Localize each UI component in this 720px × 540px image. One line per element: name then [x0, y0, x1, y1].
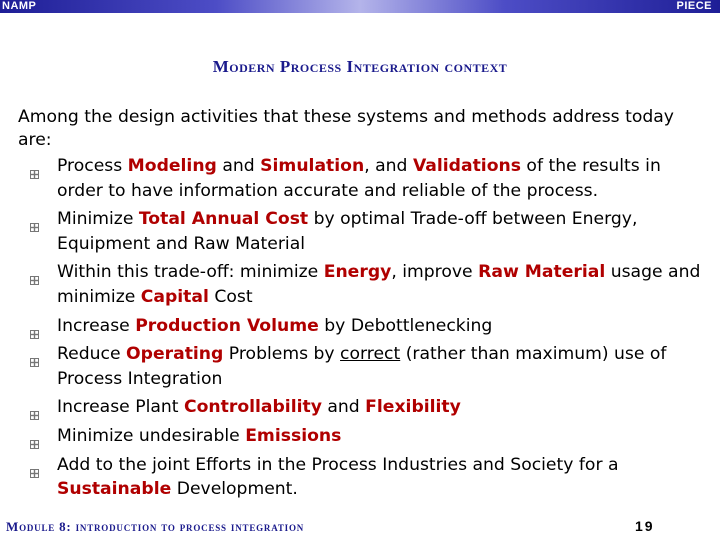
- bullet-text: Problems by: [223, 344, 341, 365]
- bullet-item: [30, 453, 710, 502]
- bullet-text: Reduce: [57, 344, 127, 365]
- footer-module-title: Module 8: introduction to process integration: [6, 519, 305, 534]
- bullet-text: of the results in order to have information accurate and reliable of the process.: [57, 156, 661, 201]
- bullet-text: , and: [364, 156, 413, 176]
- bullet-square-icon: [30, 215, 39, 224]
- highlighted-term: Simulation: [260, 156, 365, 176]
- header-brand-left: NAMP: [2, 0, 37, 12]
- header-brand-right: PIECE: [676, 0, 712, 12]
- bullet-text: Development.: [171, 479, 298, 500]
- highlighted-term: Emissions: [245, 426, 342, 447]
- slide-footer: [0, 514, 720, 540]
- bullet-text: Increase: [57, 315, 136, 336]
- highlighted-term: Modeling: [127, 156, 217, 176]
- highlighted-term: Raw Material: [478, 262, 606, 283]
- slide-title: Modern Process Integration context: [212, 57, 508, 76]
- header-bar: [0, 0, 720, 13]
- bullet-item: [30, 314, 710, 339]
- bullet-text: and: [321, 397, 366, 418]
- bullet-text: usage and minimize: [57, 262, 701, 307]
- bullet-square-icon: [30, 403, 39, 412]
- bullet-square-icon: [30, 322, 39, 331]
- bullet-item: [30, 342, 710, 391]
- bullet-text: (rather than maximum) use of Process Integration: [57, 344, 667, 389]
- bullet-text: by optimal Trade-off between Energy, Equipment and Raw Material: [57, 209, 638, 254]
- bullet-text: Within this trade-off: minimize: [57, 262, 324, 283]
- highlighted-term: Capital: [140, 286, 209, 307]
- highlighted-term: Operating: [126, 344, 224, 365]
- bullet-item: [30, 424, 710, 449]
- bullet-text: , improve: [391, 262, 479, 283]
- bullet-text: and: [216, 156, 261, 176]
- bullet-text: Minimize undesirable: [57, 426, 246, 447]
- bullet-text: Increase Plant: [57, 397, 184, 418]
- bullet-text: by Debottlenecking: [318, 315, 493, 336]
- bullet-item: [30, 207, 710, 256]
- highlighted-term: Controllability: [183, 397, 322, 418]
- bullet-square-icon: [30, 432, 39, 441]
- bullet-text: Add to the joint Efforts in the Process Industries and Society for a: [57, 454, 619, 475]
- bullet-item: [30, 395, 710, 420]
- bullet-square-icon: [30, 461, 39, 470]
- bullet-text: Minimize: [57, 209, 139, 230]
- bullet-text: Cost: [208, 286, 253, 307]
- bullet-square-icon: [30, 350, 39, 359]
- highlighted-term: Energy: [323, 262, 392, 283]
- bullet-square-icon: [30, 268, 39, 277]
- highlighted-term: Total Annual Cost: [138, 209, 309, 230]
- highlighted-term: Flexibility: [365, 397, 461, 418]
- bullet-list: [30, 154, 710, 506]
- slide-intro: Among the design activities that these systems and methods address today are:: [18, 107, 674, 150]
- highlighted-term: Production Volume: [135, 315, 319, 336]
- bullet-text: Process: [57, 156, 128, 176]
- highlighted-term: Validations: [412, 156, 521, 176]
- highlighted-term: Sustainable: [57, 479, 172, 500]
- page-number: 19: [635, 518, 655, 534]
- bullet-item: [30, 154, 710, 203]
- bullet-square-icon: [30, 162, 39, 171]
- bullet-item: [30, 260, 710, 309]
- underlined-term: correct: [340, 344, 401, 365]
